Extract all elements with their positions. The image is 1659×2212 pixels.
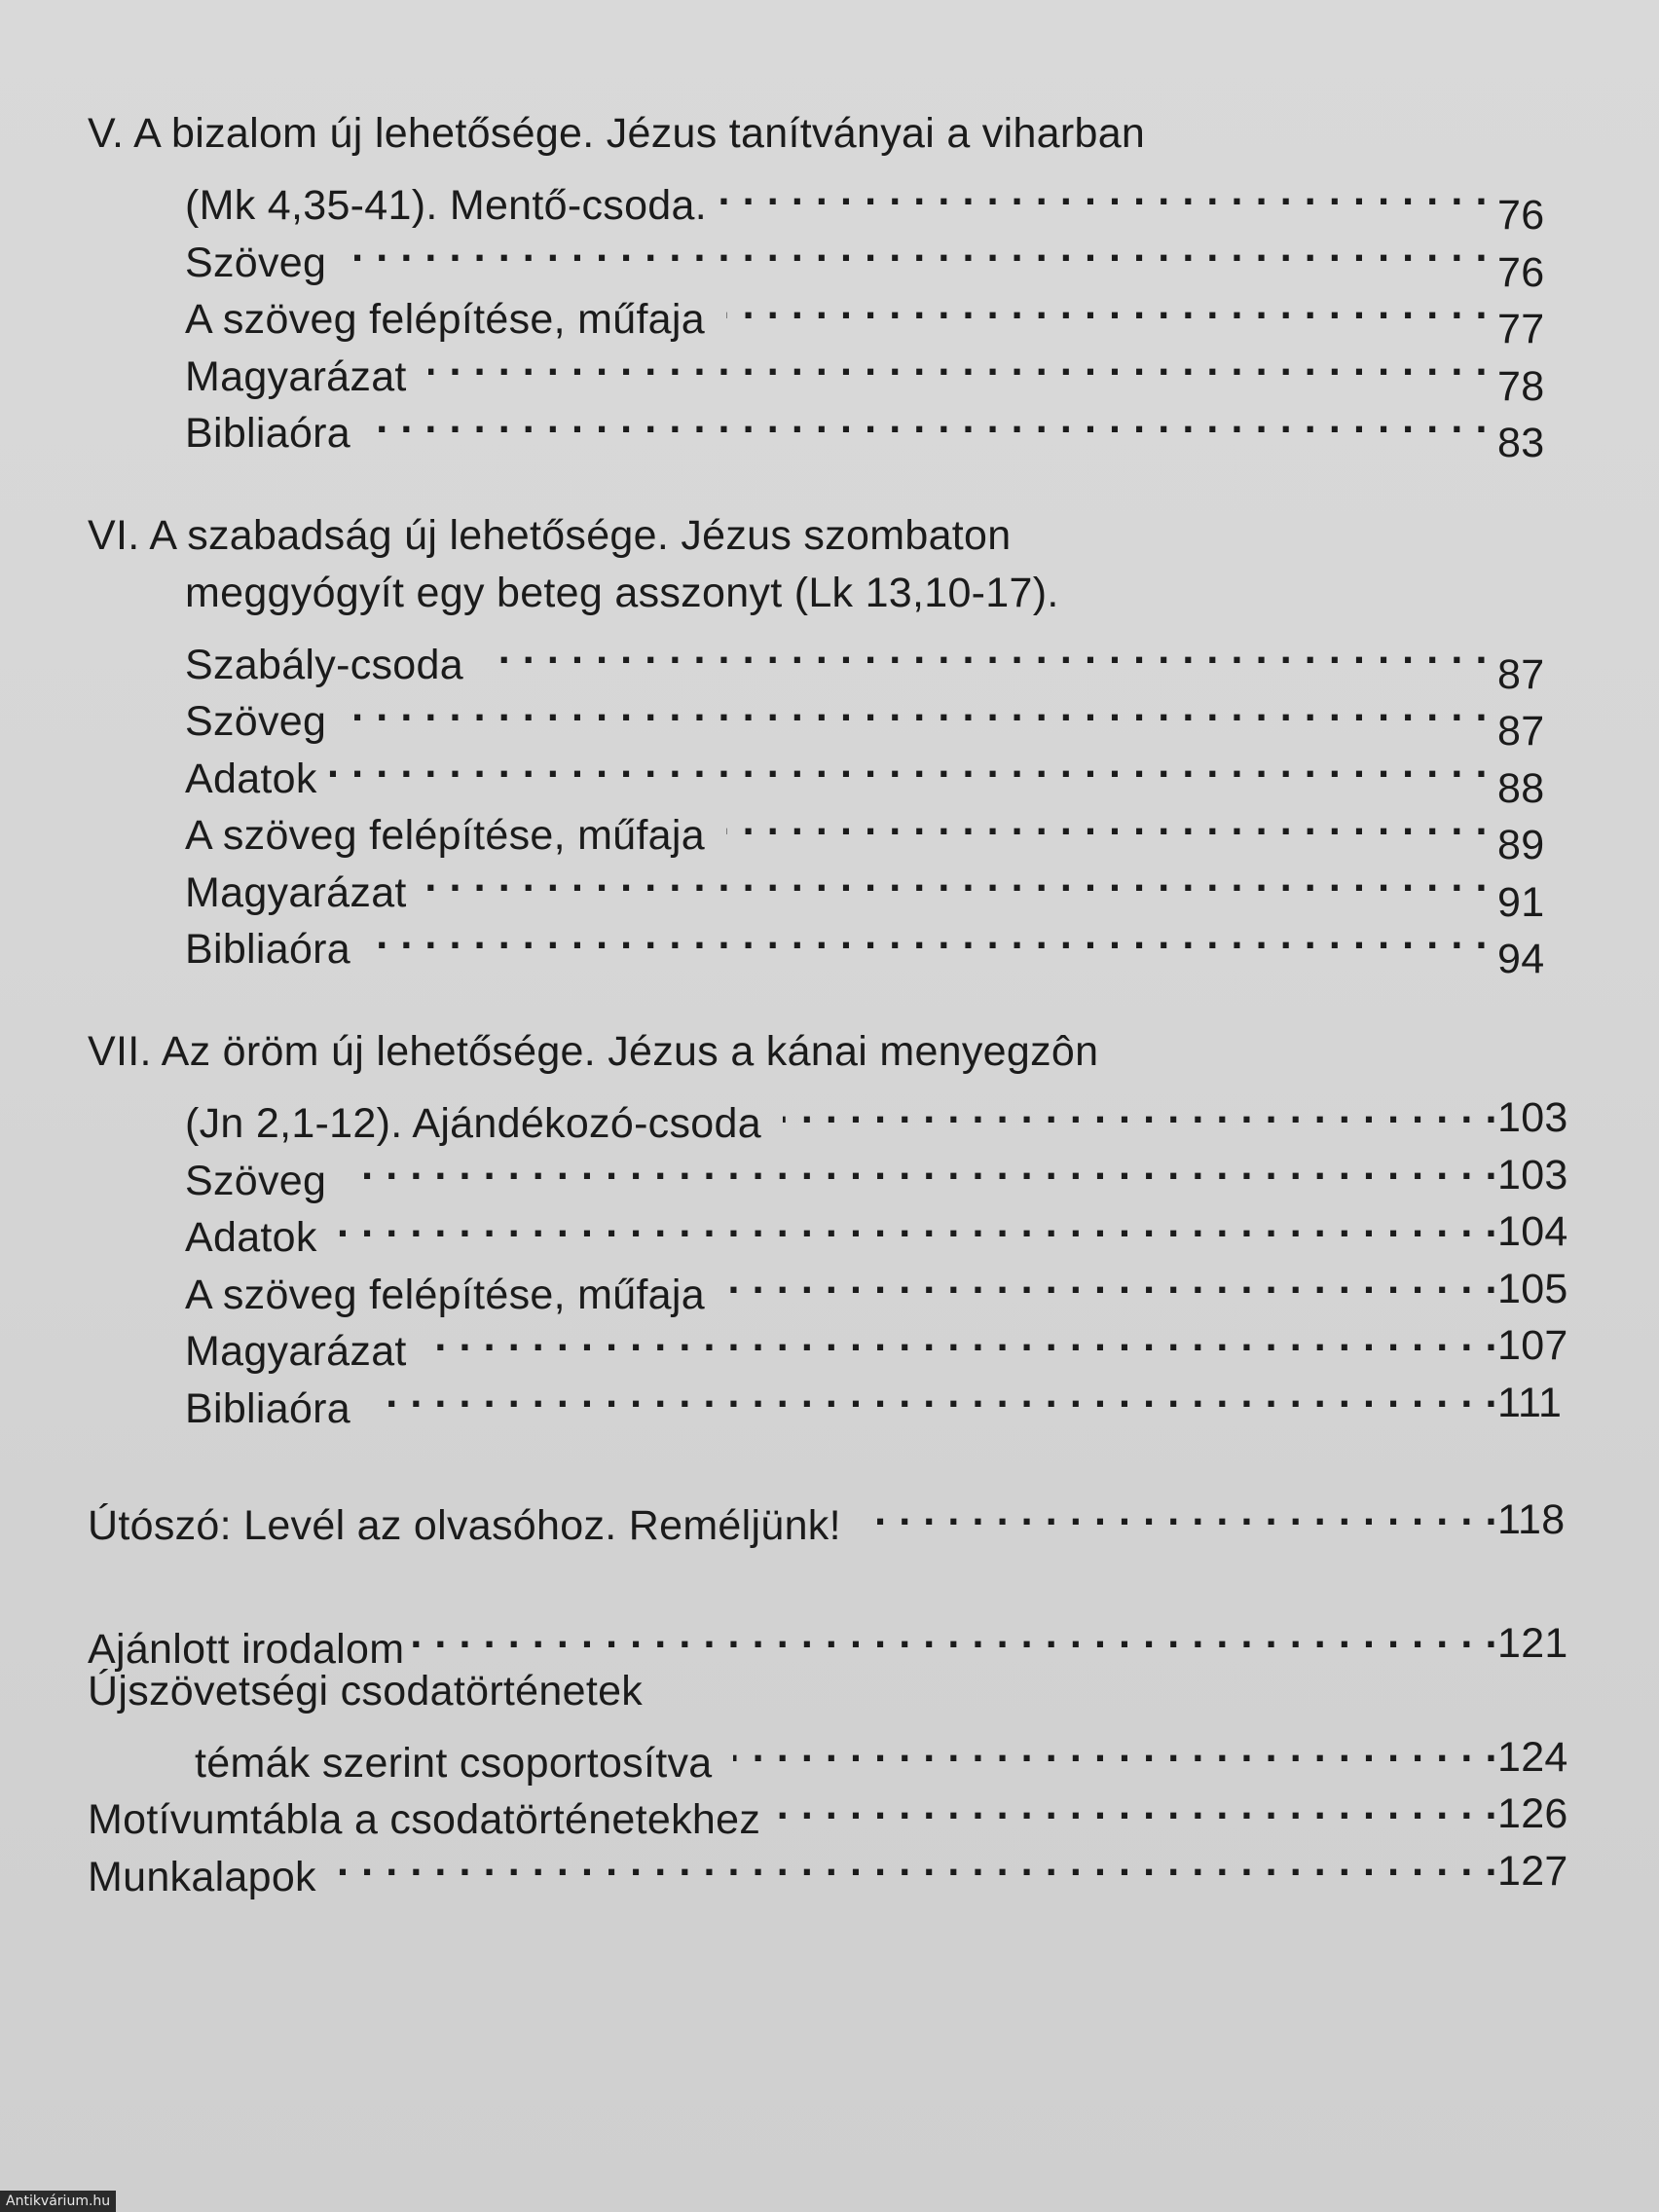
toc-section-vi xyxy=(88,507,1567,982)
dot-leader xyxy=(372,1365,1497,1422)
toc-entry-title: A szöveg felépítése, műfaja xyxy=(185,1271,705,1318)
toc-appendix xyxy=(88,1605,1568,1900)
toc-entry-title: Adatok xyxy=(185,1214,317,1261)
section-heading-text: VII. Az öröm új lehetősége. Jézus a kánai menyegzôn xyxy=(88,1028,1099,1075)
toc-entry-title: Bibliaóra xyxy=(185,926,351,973)
toc-entry-page: 103 xyxy=(1497,1151,1568,1198)
section-subheading-text: meggyógyít egy beteg asszonyt (Lk 13,10-17). xyxy=(185,569,1059,616)
toc-entry-page: 121 xyxy=(1497,1619,1568,1667)
toc-entry-page: 76 xyxy=(1497,248,1545,296)
dot-leader xyxy=(348,219,1488,276)
dot-leader xyxy=(372,390,1488,448)
toc-entry-heading xyxy=(88,1663,1567,1720)
toc-entry xyxy=(88,621,1567,698)
toc-entry-continuation: témák szerint csoportosítva xyxy=(195,1739,713,1787)
toc-entry-page: 91 xyxy=(1497,878,1545,926)
dot-leader xyxy=(325,735,1488,793)
section-heading xyxy=(88,507,1567,565)
toc-entry-page: 104 xyxy=(1497,1208,1568,1255)
toc-section-vii xyxy=(88,1023,1568,1432)
toc-afterword xyxy=(88,1483,1567,1549)
toc-entry xyxy=(88,1081,1568,1147)
toc-entry-page: 94 xyxy=(1497,936,1545,982)
toc-entry-page: 107 xyxy=(1497,1322,1568,1369)
toc-entry-title: Szöveg xyxy=(185,698,327,745)
toc-entry xyxy=(88,1719,1568,1787)
toc-entry-title: A szöveg felépítése, műfaja xyxy=(185,812,705,859)
toc-entry-title: (Mk 4,35-41). Mentő-csoda. xyxy=(185,182,707,229)
toc-entry-page: 126 xyxy=(1497,1790,1568,1837)
dot-leader xyxy=(372,906,1488,964)
section-heading-text: V. A bizalom új lehetősége. Jézus tanítványai a viharban xyxy=(88,110,1146,157)
toc-entry-title: Adatok xyxy=(185,755,317,802)
toc-entry-page: 111 xyxy=(1497,1379,1563,1426)
dot-leader xyxy=(863,1483,1497,1540)
dot-leader xyxy=(339,1195,1497,1252)
toc-entry-page: 76 xyxy=(1497,192,1545,239)
toc-entry-page: 103 xyxy=(1497,1094,1568,1141)
dot-leader xyxy=(783,1081,1497,1138)
dot-leader xyxy=(428,333,1488,390)
toc-entry-title: Útószó: Levél az olvasóhoz. Reméljünk! xyxy=(88,1502,841,1549)
dot-leader xyxy=(726,276,1488,334)
toc-entry xyxy=(88,1483,1567,1549)
section-heading-text: VI. A szabadság új lehetősége. Jézus szombaton xyxy=(88,512,1012,559)
toc-entry-title: (Jn 2,1-12). Ajándékozó-csoda xyxy=(185,1100,761,1147)
dot-leader xyxy=(324,1833,1497,1891)
toc-entry xyxy=(88,163,1567,239)
dot-leader xyxy=(412,1605,1497,1663)
dot-leader xyxy=(348,679,1488,736)
dot-leader xyxy=(428,1309,1497,1366)
toc-entry-page: 88 xyxy=(1497,764,1545,812)
dot-leader xyxy=(726,1251,1497,1309)
toc-entry-page: 78 xyxy=(1497,362,1545,410)
watermark: Antikvárium.hu xyxy=(0,2191,116,2212)
toc-entry-title: Munkalapok xyxy=(88,1853,316,1900)
dot-leader xyxy=(768,1777,1497,1834)
toc-entry-page: 83 xyxy=(1497,420,1545,466)
toc-entry-title: Szöveg xyxy=(185,1157,327,1204)
dot-leader xyxy=(733,1719,1497,1777)
toc-entry-page: 105 xyxy=(1497,1265,1568,1312)
toc-entry-title: A szöveg felépítése, műfaja xyxy=(185,296,705,343)
toc-entry-title: Bibliaóra xyxy=(185,1384,351,1432)
section-heading xyxy=(88,1023,1567,1081)
toc-entry-title: Bibliaóra xyxy=(185,410,351,457)
section-subheading xyxy=(88,565,1567,622)
toc-section-v xyxy=(88,105,1567,466)
toc-entry-page: 87 xyxy=(1497,650,1545,698)
toc-entry-page: 87 xyxy=(1497,708,1545,755)
dot-leader xyxy=(348,1137,1497,1195)
toc-entry xyxy=(88,1605,1568,1673)
toc-entry-title: Magyarázat xyxy=(185,1328,407,1375)
dot-leader xyxy=(485,621,1488,679)
section-heading xyxy=(88,105,1567,163)
toc-entry-title: Magyarázat xyxy=(185,868,407,916)
toc-entry-page: 89 xyxy=(1497,822,1545,868)
table-of-contents xyxy=(88,105,1567,1951)
toc-entry-title: Újszövetségi csodatörténetek xyxy=(88,1667,644,1714)
toc-entry-page: 127 xyxy=(1497,1847,1568,1895)
toc-entry-page: 77 xyxy=(1497,306,1545,352)
toc-entry-title: Szabály-csoda xyxy=(185,641,463,688)
dot-leader xyxy=(415,849,1488,906)
toc-entry-title: Szöveg xyxy=(185,239,327,286)
toc-entry-title: Motívumtábla a csodatörténetekhez xyxy=(88,1796,761,1843)
toc-entry-title: Ajánlott irodalom xyxy=(88,1625,405,1673)
toc-entry-title: Magyarázat xyxy=(185,352,407,400)
toc-entry-page: 118 xyxy=(1497,1496,1566,1543)
dot-leader xyxy=(726,793,1488,850)
toc-entry-page: 124 xyxy=(1497,1733,1568,1781)
dot-leader xyxy=(715,163,1488,220)
